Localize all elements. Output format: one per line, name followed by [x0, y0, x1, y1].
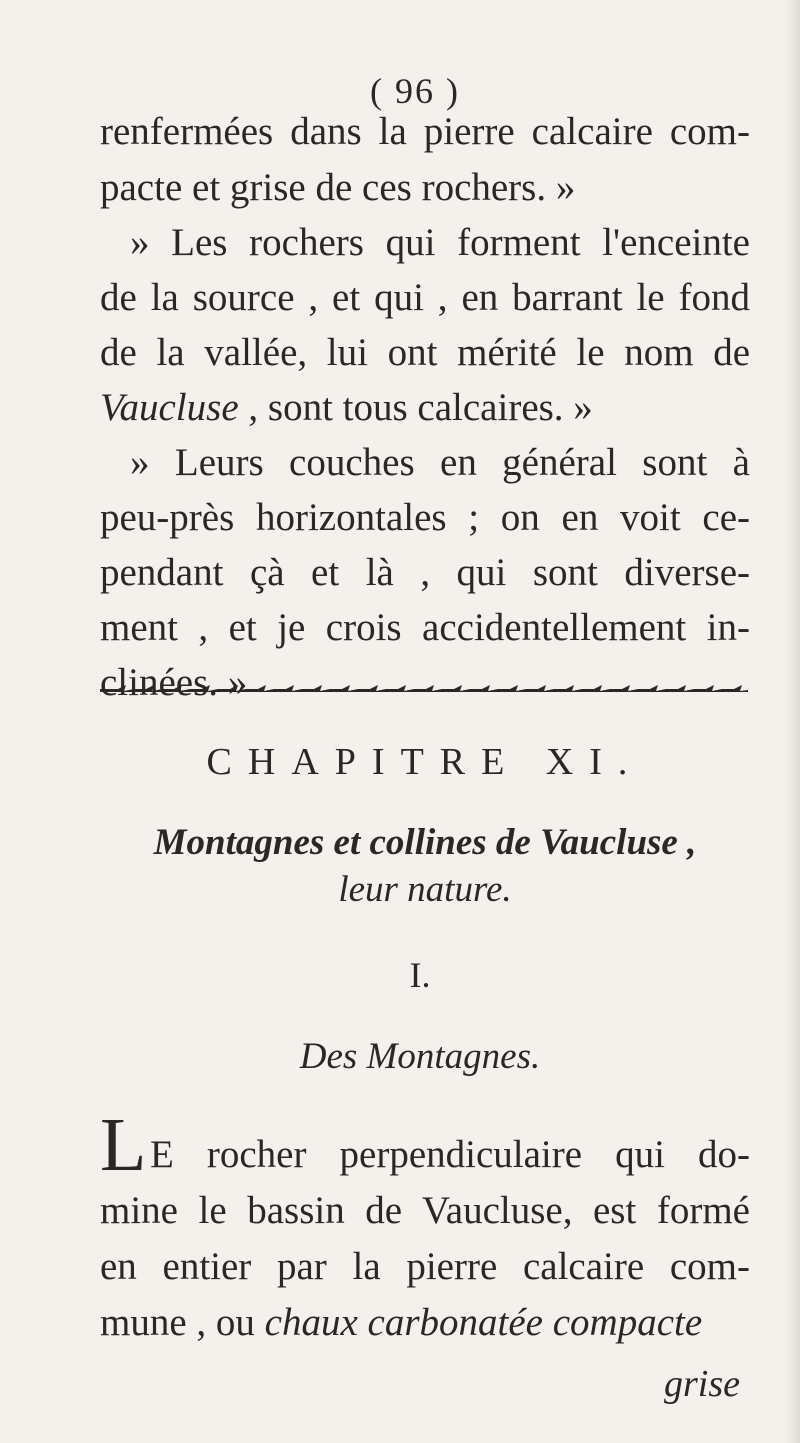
text-line: » Les rochers qui forment l'enceinte — [130, 221, 750, 264]
catchword: grise — [664, 1363, 740, 1405]
chapter-heading: CHAPITRE XI. — [206, 741, 644, 783]
text-line: clinées. » — [100, 661, 248, 704]
text-fragment: , sont tous calcaires. » — [248, 386, 593, 429]
drop-cap: L — [100, 1103, 147, 1187]
text-line — [100, 1303, 750, 1342]
text-fragment: mune , ou — [100, 1301, 255, 1344]
text-line: de la vallée, lui ont mérité le nom de — [100, 331, 750, 374]
text-line: peu-près horizontales ; on en voit ce- — [100, 496, 750, 539]
section-title: Des Montagnes. — [299, 1036, 541, 1077]
text-line: pacte et grise de ces rochers. » — [100, 166, 576, 209]
page-edge — [786, 0, 800, 1443]
text-line: ment , et je crois accidentellement in- — [100, 606, 750, 649]
place-name-vaucluse: Vaucluse — [100, 386, 239, 429]
section-number: I. — [409, 955, 431, 995]
text-line: de la source , et qui , en barrant le fond — [100, 276, 750, 319]
text-line: pendant çà et là , qui sont diverse- — [100, 551, 750, 594]
text-line: mine le bassin de Vaucluse, est formé — [100, 1189, 750, 1232]
mineral-name: chaux carbonatée compacte — [264, 1301, 703, 1344]
text-line: » Leurs couches en général sont à — [130, 441, 750, 484]
page-number: ( 96 ) — [370, 71, 460, 111]
text-line — [100, 388, 750, 427]
chapter-title-line1: Montagnes et collines de Vaucluse , — [153, 822, 697, 863]
text-line: renfermées dans la pierre calcaire com- — [100, 110, 750, 153]
chapter-title-line2: leur nature. — [338, 869, 512, 910]
ornamental-rule — [100, 683, 748, 697]
text-line: en entier par la pierre calcaire com- — [100, 1245, 750, 1288]
text-line: E rocher perpendiculaire qui do- — [150, 1133, 750, 1176]
